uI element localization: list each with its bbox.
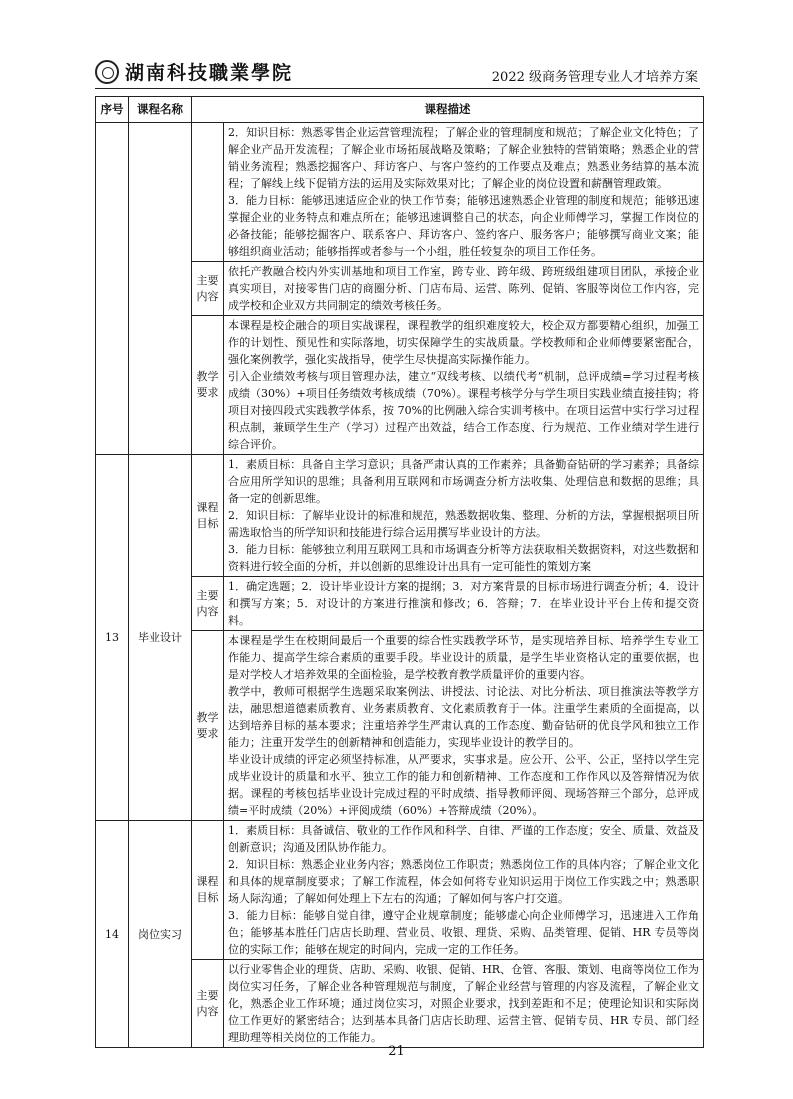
description-paragraph: 以行业零售企业的理货、店助、采购、收银、促销、HR、仓管、客服、策划、电商等岗位工作为岗位实习任务，了解企业各种管理规范与制度，了解企业经营与管理的内容及流程，了解企业文化，熟悉企业工作环境；通过岗位实习，对照企业要求，找到差距和不足；使理论知识和实际岗位工作更好的紧密结合；达到基本具备门店店长助理、运营主管、促销专员、HR 专员、部门经理助理等相关岗位的工作能力。 xyxy=(228,963,699,1044)
col-header-num: 序号 xyxy=(96,97,129,123)
course-number: 14 xyxy=(96,821,129,1048)
description-paragraph: 1．素质目标：具备自主学习意识；具备严肃认真的工作素养；具备勤奋钻研的学习素养；具备综合应用所学知识的思维；具备利用互联网和市场调查分析方法收集、处理信息和数据的思维；具备一定的创新思维。 xyxy=(228,458,699,505)
section-label: 课程目标 xyxy=(192,455,224,577)
course-number: 13 xyxy=(96,455,129,821)
description-paragraph: 本课程是校企融合的项目实战课程，课程教学的组织难度较大，校企双方都要精心组织，加强工作的计划性、预见性和实际落地，切实保障学生的实战质量。学校教师和企业师傅要紧密配合，强化案例教学，强化实战指导，使学生尽快提高实际操作能力。 xyxy=(228,319,699,366)
section-description xyxy=(224,262,704,316)
section-label: 主要内容 xyxy=(192,262,224,316)
table-row xyxy=(96,455,704,577)
course-name: 岗位实习 xyxy=(129,821,192,1048)
description-paragraph: 1．素质目标：具备诚信、敬业的工作作风和科学、自律、严谨的工作态度；安全、质量、效益及创新意识；沟通及团队协作能力。 xyxy=(228,824,699,854)
page-header xyxy=(95,58,700,89)
section-description xyxy=(224,821,704,960)
section-label: 课程目标 xyxy=(192,821,224,960)
course-name xyxy=(129,123,192,455)
description-paragraph: 2．知识目标：了解毕业设计的标准和规范，熟悉数据收集、整理、分析的方法，掌握根据项目所需选取恰当的所学知识和技能进行综合运用撰写毕业设计的方法。 xyxy=(228,509,699,539)
section-label: 主要内容 xyxy=(192,960,224,1048)
col-header-name: 课程名称 xyxy=(129,97,192,123)
school-logo xyxy=(95,58,293,85)
section-description xyxy=(224,577,704,631)
course-name: 毕业设计 xyxy=(129,455,192,821)
school-seal-icon xyxy=(95,60,119,84)
section-description xyxy=(224,960,704,1048)
description-paragraph: 2．知识目标：熟悉企业业务内容；熟悉岗位工作职责；熟悉岗位工作的具体内容；了解企业文化和具体的规章制度要求；了解工作流程，体会如何将专业知识运用于岗位工作实践之中；熟悉职场人际沟通；了解如何处理上下左右的沟通；了解如何与客户打交道。 xyxy=(228,858,699,905)
section-description xyxy=(224,316,704,455)
section-label: 教学要求 xyxy=(192,316,224,455)
section-label: 教学要求 xyxy=(192,631,224,821)
description-paragraph: 3．能力目标：能够独立利用互联网工具和市场调查分析等方法获取相关数据资料，对这些数据和资料进行较全面的分析，并以创新的思维设计出具有一定可能性的策划方案 xyxy=(228,543,699,573)
page-number: 21 xyxy=(388,1044,405,1059)
school-name: 湖南科技職業學院 xyxy=(125,62,294,84)
table-header-row xyxy=(96,97,704,123)
document-title: 2022 级商务管理专业人才培养方案 xyxy=(491,70,698,85)
description-paragraph: 1．确定选题；2．设计毕业设计方案的提纲；3．对方案背景的目标市场进行调查分析；4．设计和撰写方案；5．对设计的方案进行推演和修改；6．答辩；7．在毕业设计平台上传和提交资料。 xyxy=(228,580,699,627)
section-description xyxy=(224,455,704,577)
description-paragraph: 依托产教融合校内外实训基地和项目工作室，跨专业、跨年级、跨班级组建项目团队，承接企业真实项目，对接零售门店的商圈分析、门店布局、运营、陈列、促销、客服等岗位工作内容，完成学校和企业双方共同制定的绩效考核任务。 xyxy=(228,265,699,312)
section-description xyxy=(224,631,704,821)
section-description xyxy=(224,123,704,262)
description-paragraph: 毕业设计成绩的评定必须坚持标准，从严要求，实事求是。应公开、公平、公正，坚持以学生完成毕业设计的质量和水平、独立工作的能力和创新精神、工作态度和工作作风以及答辩情况为依据。课程的考核包括毕业设计完成过程的平时成绩、指导教师评阅、现场答辩三个部分，总评成绩=平时成绩（20%）+评阅成绩（60%）+答辩成绩（20%）。 xyxy=(228,753,699,817)
course-number xyxy=(96,123,129,455)
description-paragraph: 3．能力目标：能够迅速适应企业的快工作节奏；能够迅速熟悉企业管理的制度和规范；能够迅速掌握企业的业务特点和难点所在；能够迅速调整自己的状态，向企业师傅学习，掌握工作岗位的必备技能；能够挖掘客户、联系客户、拜访客户、签约客户、服务客户；能够撰写商业文案；能够组织商业活动；能够指挥或者参与一个小组，胜任较复杂的项目工作任务。 xyxy=(228,194,699,258)
description-paragraph: 教学中，教师可根据学生选题采取案例法、讲授法、讨论法、对比分析法、项目推演法等教学方法，融思想道德素质教育、业务素质教育、文化素质教育于一体。注重学生素质的全面提高，以达到培养目标的基本要求；注重培养学生严肃认真的工作态度、勤奋钻研的优良学风和独立工作能力；注重开发学生的创新精神和创造能力，实现毕业设计的教学目的。 xyxy=(228,685,699,749)
course-table xyxy=(95,96,704,1048)
description-paragraph: 2．知识目标：熟悉零售企业运营管理流程；了解企业的管理制度和规范；了解企业文化特色；了解企业产品开发流程；了解企业市场拓展战略及策略；了解企业独特的营销策略；熟悉企业的营销业务流程；熟悉挖掘客户、拜访客户、与客户签约的工作要点及难点；熟悉业务结算的基本流程；了解线上线下促销方法的运用及实际效果对比；了解企业的岗位设置和薪酬管理政策。 xyxy=(228,126,699,190)
table-row xyxy=(96,123,704,262)
description-paragraph: 引入企业绩效考核与项目管理办法，建立“双线考核、以绩代考“机制，总评成绩=学习过程考核成绩（30%）+项目任务绩效考核成绩（70%）。课程考核学分与学生项目实践业绩直接挂钩；将项目对接四段式实践教学体系，按 70%的比例融入综合实训考核中。在项目运营中实行学习过程积点制，兼顾学生生产（学习）过程产出效益，结合工作态度、行为规范、工作业绩对学生进行综合评价。 xyxy=(228,370,699,451)
description-paragraph: 本课程是学生在校期间最后一个重要的综合性实践教学环节，是实现培养目标、培养学生专业工作能力、提高学生综合素质的重要手段。毕业设计的质量，是学生毕业资格认定的重要依据，也是对学校人才培养效果的全面检验，是学校教育教学质量评价的重要内容。 xyxy=(228,634,699,681)
col-header-desc: 课程描述 xyxy=(192,97,704,123)
table-row xyxy=(96,821,704,960)
section-label: 主要内容 xyxy=(192,577,224,631)
section-label xyxy=(192,123,224,262)
description-paragraph: 3．能力目标：能够自觉自律，遵守企业规章制度；能够虚心向企业师傅学习，迅速进入工作角色；能够基本胜任门店店长助理、营业员、收银、理货、采购、品类管理、促销、HR 专员等岗位的实际工作；能够在规定的时间内，完成一定的工作任务。 xyxy=(228,909,699,956)
